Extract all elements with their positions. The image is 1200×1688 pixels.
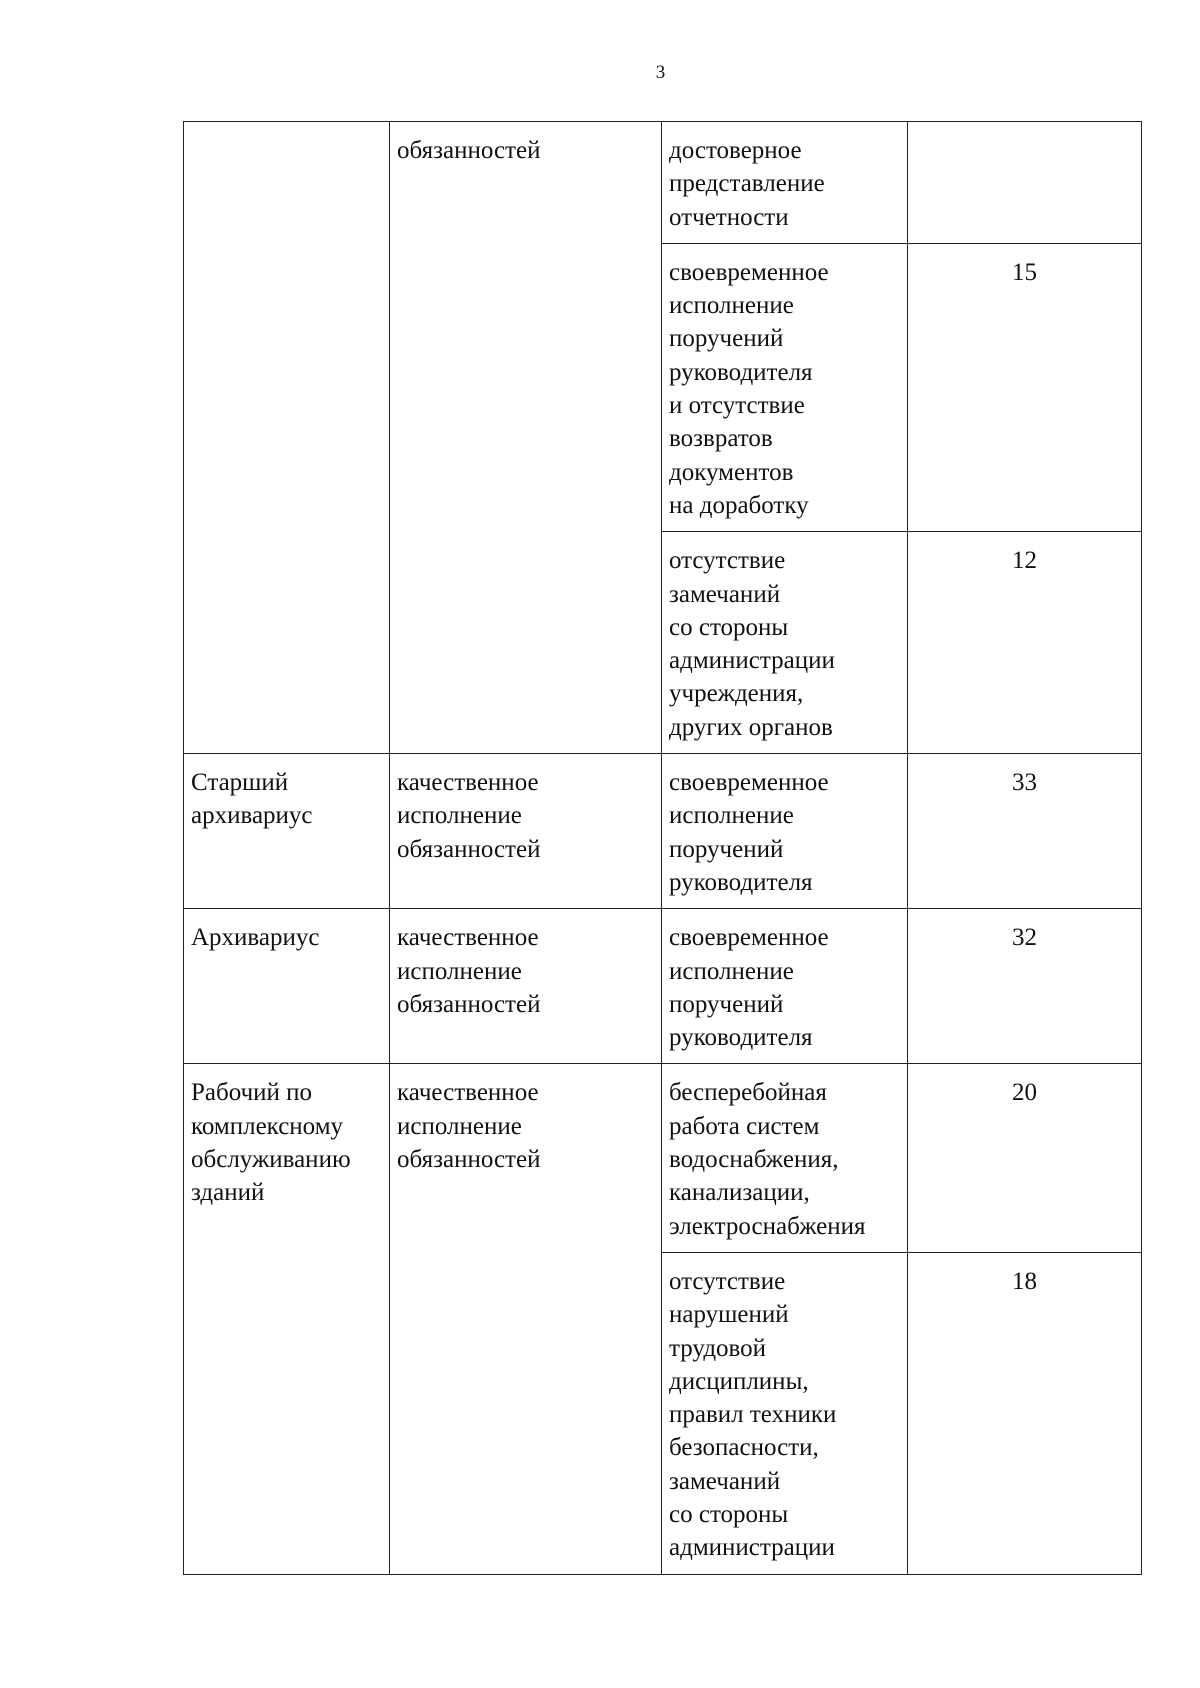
indicator-cell: своевременное исполнение поручений руководителя bbox=[662, 909, 908, 1064]
score-cell bbox=[908, 122, 1142, 244]
position-cell: Рабочий по комплексному обслуживанию зданий bbox=[184, 1064, 390, 1574]
table-row bbox=[184, 1064, 1142, 1252]
criterion-cell: качественное исполнение обязанностей bbox=[390, 754, 662, 909]
indicator-cell: бесперебойная работа систем водоснабжения, канализации, электроснабжения bbox=[662, 1064, 908, 1252]
page-number: 3 bbox=[655, 62, 666, 83]
indicator-cell: достоверное представление отчетности bbox=[662, 122, 908, 244]
table-row bbox=[184, 754, 1142, 909]
position-cell bbox=[184, 122, 390, 754]
indicator-cell: своевременное исполнение поручений руководителя bbox=[662, 754, 908, 909]
score-cell: 32 bbox=[908, 909, 1142, 1064]
criterion-cell: качественное исполнение обязанностей bbox=[390, 1064, 662, 1574]
position-cell: Старший архивариус bbox=[184, 754, 390, 909]
table-row bbox=[184, 909, 1142, 1064]
score-cell: 12 bbox=[908, 532, 1142, 754]
indicator-cell: отсутствие нарушений трудовой дисциплины, правил техники безопасности, замечаний со стороны администрации bbox=[662, 1252, 908, 1574]
criterion-cell: качественное исполнение обязанностей bbox=[390, 909, 662, 1064]
table-row bbox=[184, 122, 1142, 244]
score-cell: 18 bbox=[908, 1252, 1142, 1574]
indicator-cell: своевременное исполнение поручений руководителя и отсутствие возвратов документов на доработку bbox=[662, 243, 908, 531]
score-cell: 33 bbox=[908, 754, 1142, 909]
position-cell: Архивариус bbox=[184, 909, 390, 1064]
criterion-cell: обязанностей bbox=[390, 122, 662, 754]
score-cell: 15 bbox=[908, 243, 1142, 531]
score-cell: 20 bbox=[908, 1064, 1142, 1252]
criteria-table bbox=[183, 121, 1142, 1575]
indicator-cell: отсутствие замечаний со стороны администрации учреждения, других органов bbox=[662, 532, 908, 754]
